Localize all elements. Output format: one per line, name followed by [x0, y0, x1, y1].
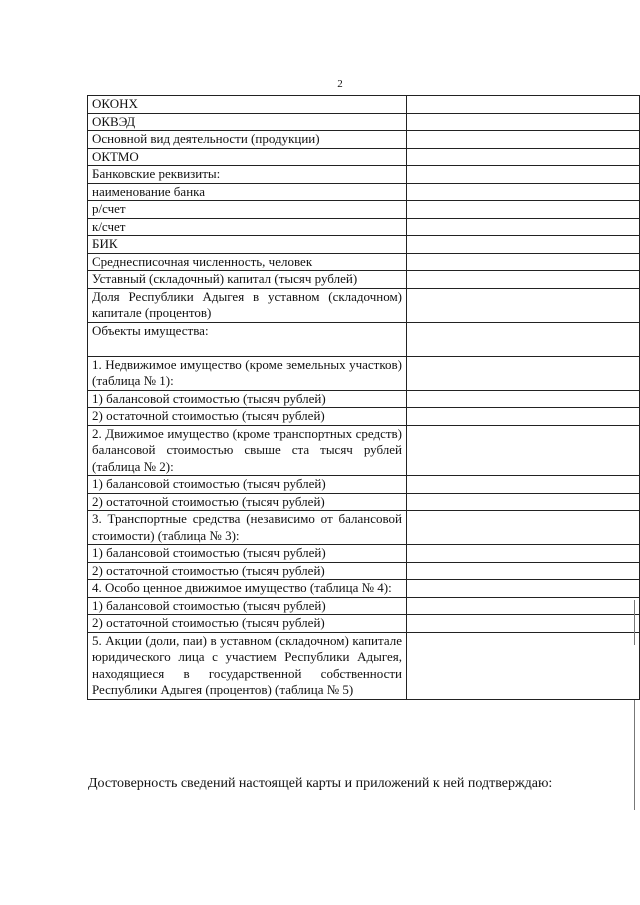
row-label-valuable-movable: 4. Особо ценное движимое имущество (таблица № 4): — [88, 580, 407, 598]
table-row — [88, 218, 640, 236]
row-label-authorized-capital: Уставный (складочный) капитал (тысяч рублей) — [88, 271, 407, 289]
row-label-correspondent-account: к/счет — [88, 218, 407, 236]
row-value-real-estate-residual-value[interactable] — [407, 408, 640, 426]
row-value-valuable-book-value[interactable] — [407, 597, 640, 615]
row-label-bik: БИК — [88, 236, 407, 254]
table-row — [88, 580, 640, 598]
table-row — [88, 113, 640, 131]
row-value-vehicles[interactable] — [407, 511, 640, 545]
row-label-okonh: ОКОНХ — [88, 96, 407, 114]
row-value-main-activity[interactable] — [407, 131, 640, 149]
row-label-real-estate-book-value: 1) балансовой стоимостью (тысяч рублей) — [88, 390, 407, 408]
row-label-bank-details: Банковские реквизиты: — [88, 166, 407, 184]
row-value-real-estate[interactable] — [407, 356, 640, 390]
row-value-movable-residual-value[interactable] — [407, 493, 640, 511]
table-row — [88, 615, 640, 633]
table-row — [88, 390, 640, 408]
confirmation-text: Достоверность сведений настоящей карты и приложений к ней подтверждаю: — [88, 776, 553, 791]
row-value-headcount[interactable] — [407, 253, 640, 271]
row-label-movable-property: 2. Движимое имущество (кроме транспортных средств) балансовой стоимостью свыше ста тысяч рублей (таблица № 2): — [88, 425, 407, 476]
row-label-oktmo: ОКТМО — [88, 148, 407, 166]
row-value-okonh[interactable] — [407, 96, 640, 114]
row-value-oktmo[interactable] — [407, 148, 640, 166]
scan-edge-mark — [634, 600, 635, 645]
row-value-republic-share[interactable] — [407, 288, 640, 322]
row-value-shares[interactable] — [407, 632, 640, 699]
row-label-vehicles: 3. Транспортные средства (независимо от балансовой стоимости) (таблица № 3): — [88, 511, 407, 545]
page-number: 2 — [337, 78, 343, 90]
row-value-okved[interactable] — [407, 113, 640, 131]
row-value-bik[interactable] — [407, 236, 640, 254]
row-label-republic-share: Доля Республики Адыгея в уставном (складочном) капитале (процентов) — [88, 288, 407, 322]
table-row — [88, 253, 640, 271]
row-value-settlement-account[interactable] — [407, 201, 640, 219]
table-row — [88, 322, 640, 356]
table-row — [88, 632, 640, 699]
row-value-valuable-residual-value[interactable] — [407, 615, 640, 633]
table-row — [88, 96, 640, 114]
row-value-valuable-movable[interactable] — [407, 580, 640, 598]
row-label-main-activity: Основной вид деятельности (продукции) — [88, 131, 407, 149]
row-label-movable-residual-value: 2) остаточной стоимостью (тысяч рублей) — [88, 493, 407, 511]
table-row — [88, 148, 640, 166]
table-row — [88, 562, 640, 580]
row-value-movable-book-value[interactable] — [407, 476, 640, 494]
row-label-real-estate-residual-value: 2) остаточной стоимостью (тысяч рублей) — [88, 408, 407, 426]
table-row — [88, 271, 640, 289]
table-row — [88, 545, 640, 563]
table-row — [88, 288, 640, 322]
row-value-real-estate-book-value[interactable] — [407, 390, 640, 408]
row-value-vehicles-book-value[interactable] — [407, 545, 640, 563]
row-label-valuable-book-value: 1) балансовой стоимостью (тысяч рублей) — [88, 597, 407, 615]
row-label-valuable-residual-value: 2) остаточной стоимостью (тысяч рублей) — [88, 615, 407, 633]
row-label-bank-name: наименование банка — [88, 183, 407, 201]
row-label-real-estate: 1. Недвижимое имущество (кроме земельных участков) (таблица № 1): — [88, 356, 407, 390]
row-value-vehicles-residual-value[interactable] — [407, 562, 640, 580]
row-value-movable-property[interactable] — [407, 425, 640, 476]
row-label-headcount: Среднесписочная численность, человек — [88, 253, 407, 271]
row-value-correspondent-account[interactable] — [407, 218, 640, 236]
row-label-movable-book-value: 1) балансовой стоимостью (тысяч рублей) — [88, 476, 407, 494]
row-value-bank-name[interactable] — [407, 183, 640, 201]
table-row — [88, 236, 640, 254]
table-row — [88, 131, 640, 149]
registry-card-table — [87, 95, 640, 700]
table-row — [88, 183, 640, 201]
table-row — [88, 511, 640, 545]
table-row — [88, 201, 640, 219]
row-value-bank-details[interactable] — [407, 166, 640, 184]
row-label-settlement-account: р/счет — [88, 201, 407, 219]
table-row — [88, 597, 640, 615]
row-value-authorized-capital[interactable] — [407, 271, 640, 289]
table-row — [88, 476, 640, 494]
row-label-okved: ОКВЭД — [88, 113, 407, 131]
row-label-vehicles-book-value: 1) балансовой стоимостью (тысяч рублей) — [88, 545, 407, 563]
row-value-property-objects[interactable] — [407, 322, 640, 356]
table-row — [88, 493, 640, 511]
table-row — [88, 356, 640, 390]
row-label-property-objects: Объекты имущества: — [88, 322, 407, 356]
table-row — [88, 408, 640, 426]
scan-edge-mark — [634, 700, 635, 810]
table-row — [88, 425, 640, 476]
table-row — [88, 166, 640, 184]
row-label-shares: 5. Акции (доли, паи) в уставном (складочном) капитале юридического лица с участием Республики Адыгея, находящиеся в государственной собственности Республики Адыгея (процентов) (таблица № 5) — [88, 632, 407, 699]
row-label-vehicles-residual-value: 2) остаточной стоимостью (тысяч рублей) — [88, 562, 407, 580]
